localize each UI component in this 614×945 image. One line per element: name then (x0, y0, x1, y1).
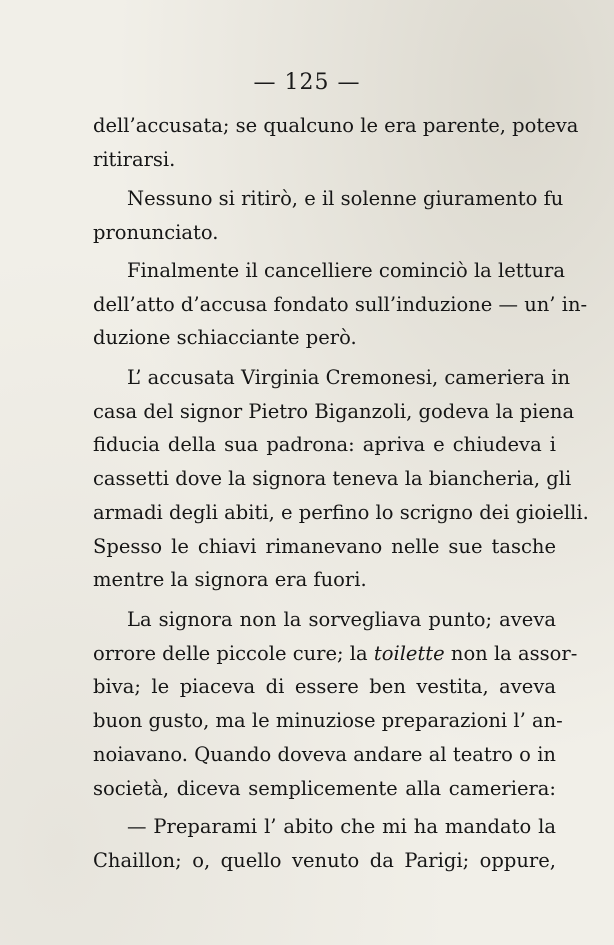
text-line: armadi degli abiti, e perfino lo scrigno dei gioielli. (93, 501, 589, 524)
text-line: mentre la signora era fuori. (93, 568, 367, 591)
text-line: Finalmente il cancelliere cominciò la lettura (127, 259, 565, 282)
text-line: L’ accusata Virginia Cremonesi, cameriera in (127, 366, 570, 389)
text-line: duzione schiacciante però. (93, 326, 357, 349)
text-line: ritirarsi. (93, 148, 176, 171)
text-line: casa del signor Pietro Biganzoli, godeva la piena (93, 400, 575, 423)
text-line: società, diceva semplicemente alla cameriera: (93, 777, 556, 800)
text-line: orrore delle piccole cure; la toilette non la assor- (93, 642, 578, 665)
text-line: Chaillon; o, quello venuto da Parigi; oppure, (93, 849, 556, 872)
text-line: dell’accusata; se qualcuno le era parente, poteva (93, 114, 579, 137)
text-line: La signora non la sorvegliava punto; aveva (127, 608, 556, 631)
text-line: fiducia della sua padrona: apriva e chiudeva i (93, 433, 556, 456)
italic-word: toilette (373, 642, 445, 665)
text-line: — Preparami l’ abito che mi ha mandato la (127, 815, 556, 838)
text-line: noiavano. Quando doveva andare al teatro o in (93, 743, 556, 766)
text-line: Spesso le chiavi rimanevano nelle sue tasche (93, 535, 556, 558)
page-number: — 125 — (253, 70, 361, 95)
text-line: buon gusto, ma le minuziose preparazioni l’ an- (93, 709, 563, 732)
text-line: cassetti dove la signora teneva la biancheria, gli (93, 467, 572, 490)
text-line: biva; le piaceva di essere ben vestita, aveva (93, 675, 556, 698)
text-line: dell’atto d’accusa fondato sull’induzione — un’ in- (93, 293, 588, 316)
text-line: Nessuno si ritirò, e il solenne giuramento fu (127, 187, 564, 210)
text-line: pronunciato. (93, 221, 219, 244)
